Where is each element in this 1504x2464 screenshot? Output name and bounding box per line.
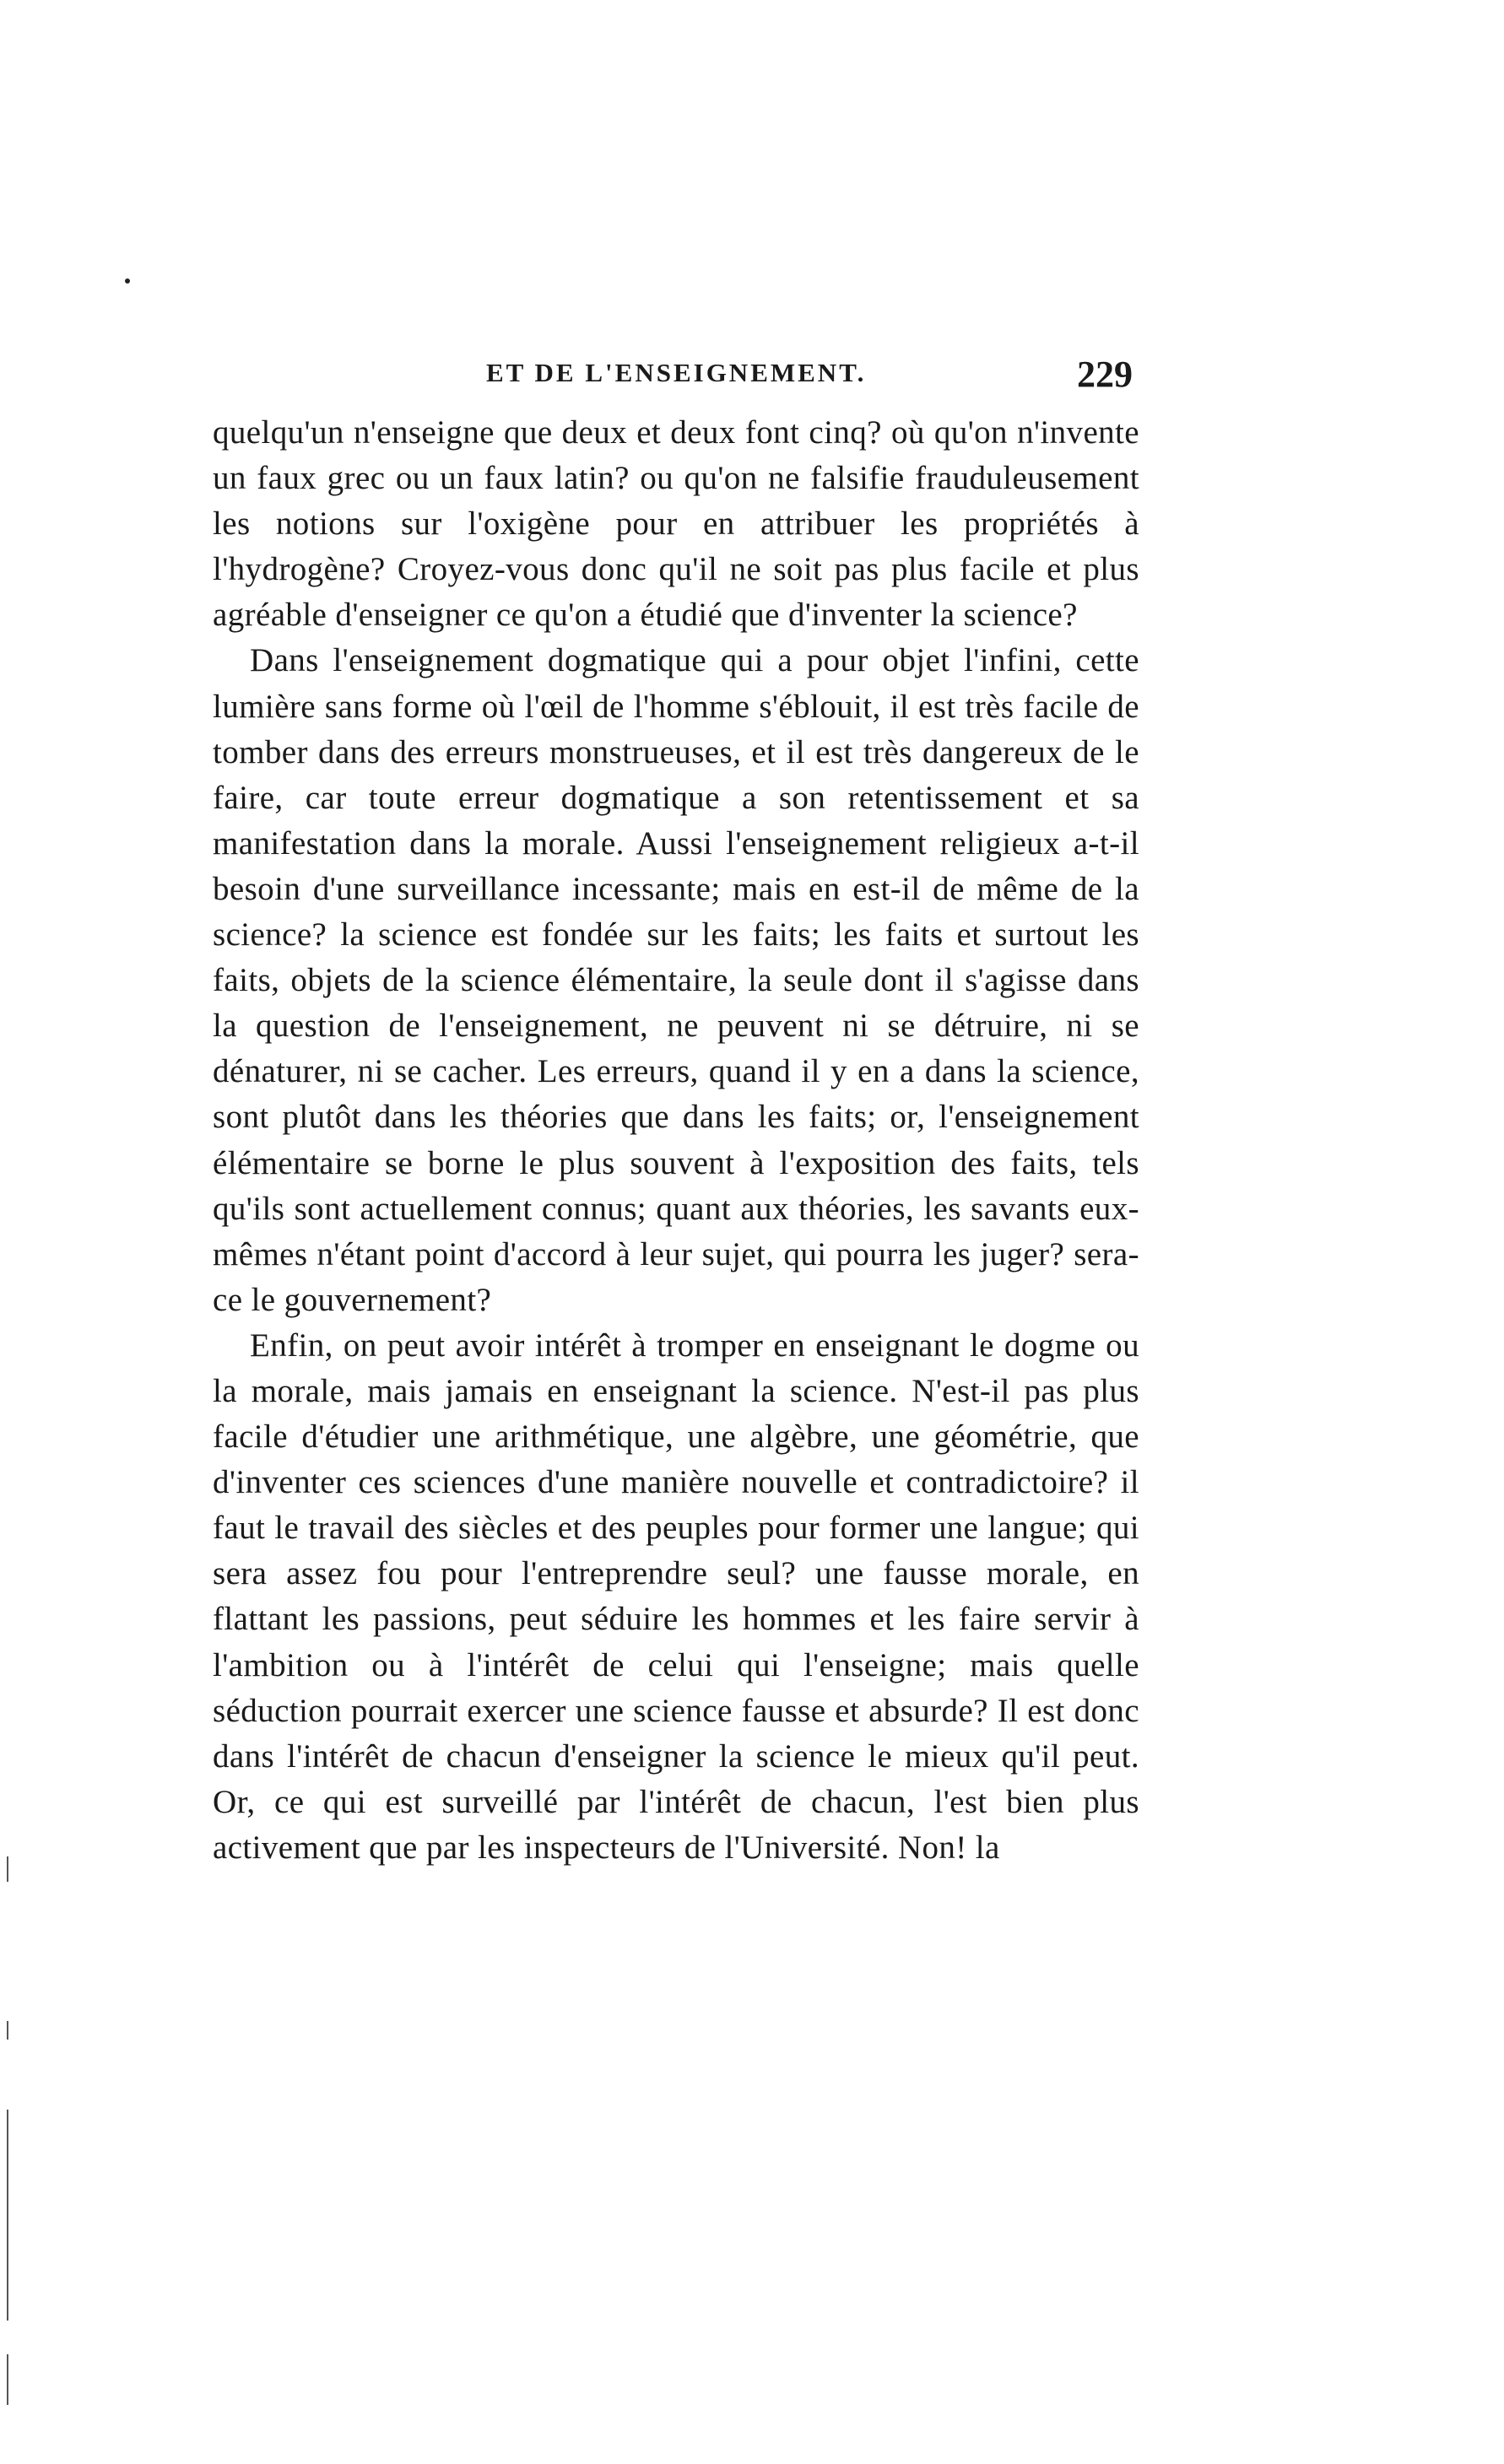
running-head — [213, 354, 1139, 405]
ink-speck — [125, 278, 130, 284]
paragraph: Enfin, on peut avoir intérêt à tromper en enseignant le dogme ou la morale, mais jamais en enseignant la science. N'est-il pas plus facile d'étudier une arithmétique, une algèbre, une géométrie, que d'inventer ces sciences d'une manière nouvelle et contradictoire? il faut le travail des siècles et des peuples pour former une langue; qui sera assez fou pour l'entreprendre seul? une fausse morale, en flattant les passions, peut séduire les hommes et les faire servir à l'ambition ou à l'intérêt de celui qui l'enseigne; mais quelle séduction pourrait exercer une science fausse et absurde? Il est donc dans l'intérêt de chacun d'enseigner la science le mieux qu'il peut. Or, ce qui est surveillé par l'intérêt de chacun, l'est bien plus activement que par les inspecteurs de l'Université. Non! la — [213, 1327, 1139, 1866]
page-number: 229 — [1077, 354, 1133, 395]
scan-edge-mark — [7, 2110, 8, 2321]
paragraph: Dans l'enseignement dogmatique qui a pour objet l'infini, cette lumière sans forme où l'œil de l'homme s'éblouit, il est très facile de tomber dans des erreurs monstrueuses, et il est très dangereux de le faire, car toute erreur dogmatique a son retentissement et sa manifestation dans la morale. Aussi l'enseignement religieux a-t-il besoin d'une surveillance incessante; mais en est-il de même de la science? la science est fondée sur les faits; les faits et surtout les faits, objets de la science élémentaire, la seule dont il s'agisse dans la question de l'enseignement, ne peuvent ni se détruire, ni se dénaturer, ni se cacher. Les erreurs, quand il y en a dans la science, sont plutôt dans les théories que dans les faits; or, l'enseignement élémentaire se borne le plus souvent à l'exposition des faits, tels qu'ils sont actuellement connus; quant aux théories, les savants eux-mêmes n'étant point d'accord à leur sujet, qui pourra les juger? sera-ce le gouvernement? — [213, 642, 1139, 1318]
paragraph: quelqu'un n'enseigne que deux et deux font cinq? où qu'on n'invente un faux grec ou un faux latin? ou qu'on ne falsifie frauduleusement les notions sur l'oxigène pour en attribuer les propriétés à l'hydrogène? Croyez-vous donc qu'il ne soit pas plus facile et plus agréable d'enseigner ce qu'on a étudié que d'inventer la science? — [213, 414, 1139, 634]
body-text — [213, 410, 1139, 1871]
scan-edge-mark — [7, 2021, 8, 2040]
scan-edge-mark — [7, 2354, 8, 2405]
running-title: ET DE L'ENSEIGNEMENT. — [486, 358, 867, 387]
scan-edge-mark — [7, 1856, 8, 1882]
